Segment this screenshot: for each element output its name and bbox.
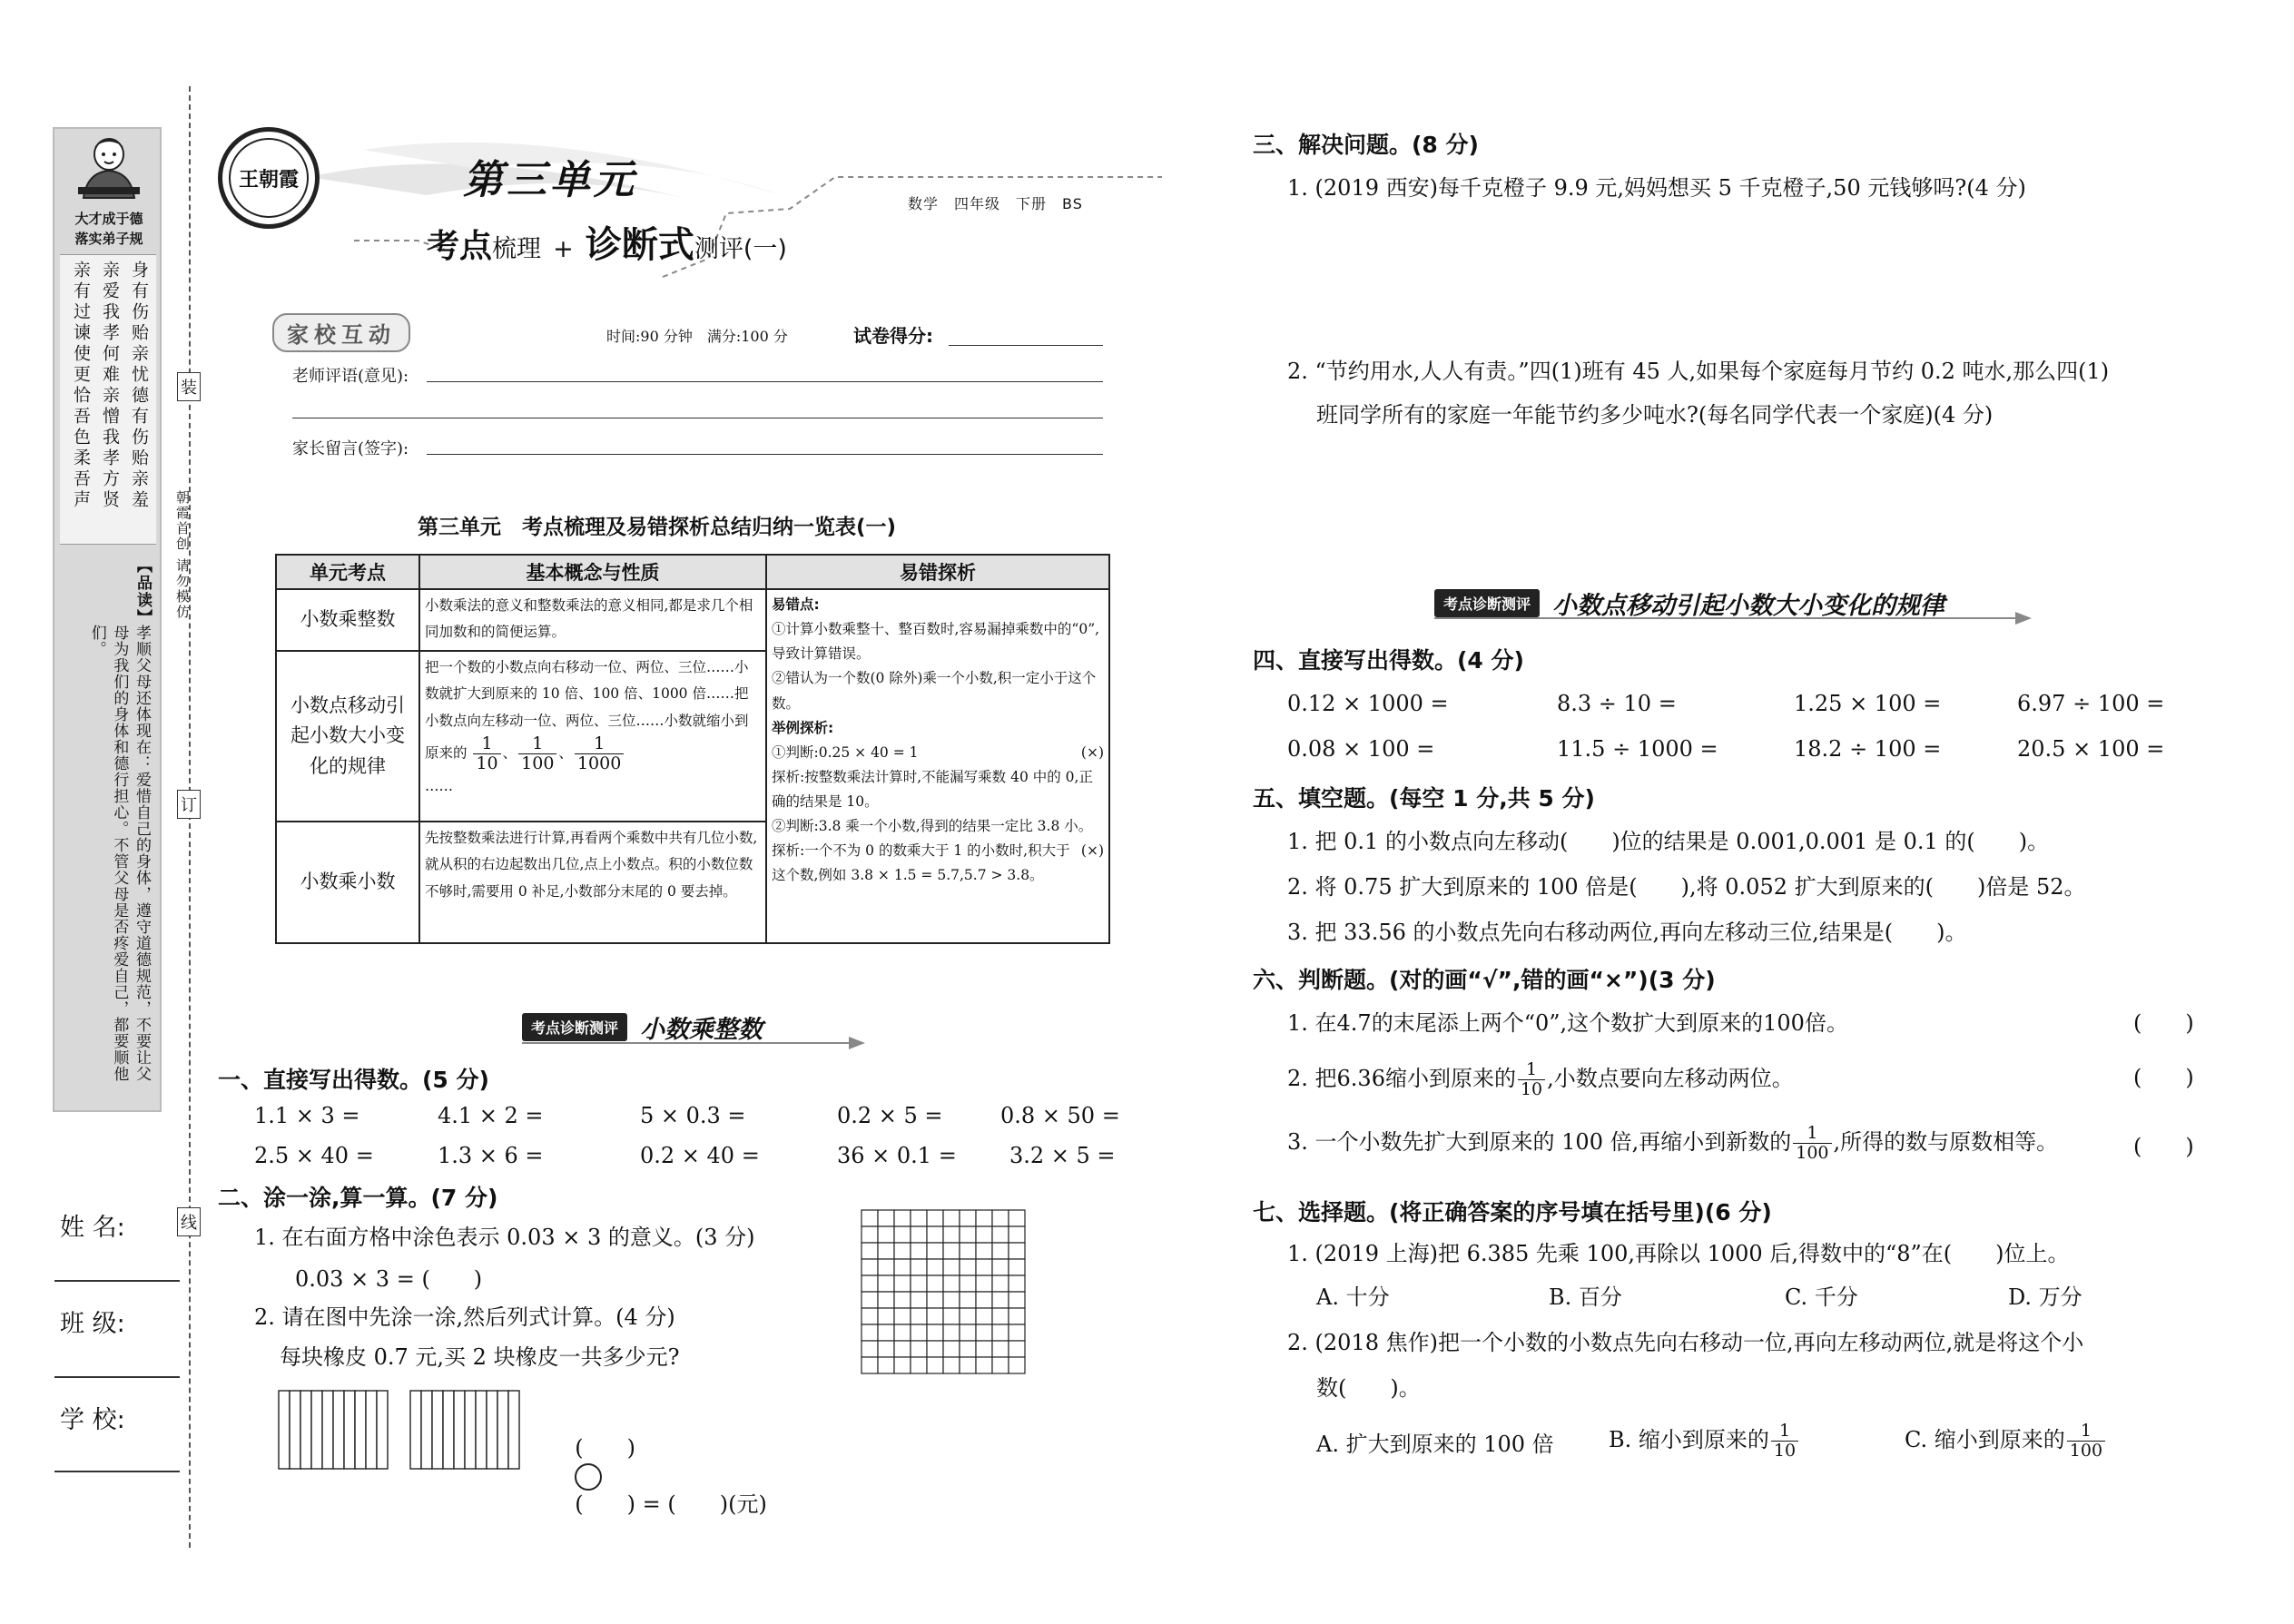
strip-segment[interactable] xyxy=(410,1391,421,1469)
strip-segment[interactable] xyxy=(355,1391,366,1469)
grid-cell[interactable] xyxy=(861,1292,878,1308)
grid-cell[interactable] xyxy=(943,1259,960,1275)
grid-cell[interactable] xyxy=(911,1308,927,1324)
grid-cell[interactable] xyxy=(878,1357,894,1373)
grid-cell[interactable] xyxy=(861,1259,878,1275)
grid-cell[interactable] xyxy=(894,1292,911,1308)
grid-cell[interactable] xyxy=(976,1210,992,1226)
grid-cell[interactable] xyxy=(976,1259,992,1275)
strip-segment[interactable] xyxy=(311,1391,322,1469)
grid-cell[interactable] xyxy=(960,1226,976,1243)
error-label: 易错点: xyxy=(772,596,820,613)
grid-cell[interactable] xyxy=(992,1243,1009,1259)
table-concept-1: 小数乘法的意义和整数乘法的意义相同,都是求几个相同加数和的简便运算。 xyxy=(419,589,766,651)
grid-cell[interactable] xyxy=(927,1292,943,1308)
concept-frac-2: $\frac{1}{100}$ xyxy=(518,734,556,773)
q1-r2-c4: 36 × 0.1 = xyxy=(837,1143,957,1168)
example-label: 举例探析: xyxy=(772,719,834,736)
grid-cell[interactable] xyxy=(976,1243,992,1259)
grid-cell[interactable] xyxy=(911,1357,927,1373)
parent-field[interactable] xyxy=(427,454,1103,455)
banner-right-title: 小数点移动引起小数大小变化的规律 xyxy=(1552,592,1945,620)
copyright-note: 朝霞首创 请勿模仿 xyxy=(174,490,191,620)
q7-1-opt-c[interactable]: C. 千分 xyxy=(1785,1284,1858,1310)
table-header-topic: 单元考点 xyxy=(276,555,419,589)
grid-cell[interactable] xyxy=(960,1292,976,1308)
q7-1: 1. (2019 上海)把 6.385 先乘 100,再除以 1000 后,得数中的“8”在( )位上。 xyxy=(1287,1241,2070,1266)
cut-mark-1: 装 xyxy=(177,372,201,401)
q6-3-frac: $\frac{1}{100}$ xyxy=(1793,1124,1831,1163)
grid-cell[interactable] xyxy=(894,1357,911,1373)
grid-cell[interactable] xyxy=(911,1324,927,1341)
grid-cell[interactable] xyxy=(1009,1292,1025,1308)
q7-2a: 2. (2018 焦作)把一个小数的小数点先向右移动一位,再向左移动两位,就是将这个小 xyxy=(1287,1330,2084,1355)
q7-2-opt-c-text: C. 缩小到原来的 xyxy=(1905,1426,2065,1452)
grid-cell[interactable] xyxy=(894,1210,911,1226)
grid-cell[interactable] xyxy=(911,1210,927,1226)
judge-1 xyxy=(772,741,1104,765)
q1-r2-c3: 0.2 × 40 = xyxy=(640,1143,760,1168)
q1-r1-c5: 0.8 × 50 = xyxy=(1000,1103,1120,1128)
motto-top: 大才成于德 xyxy=(74,211,143,227)
summary-table-title: 第三单元 考点梳理及易错探析总结归纳一览表(一) xyxy=(418,516,897,539)
subtitle xyxy=(427,216,787,268)
judge-2-text: ②判断:3.8 乘一个小数,得到的结果一定比 3.8 小。 xyxy=(772,818,1093,835)
table-header-errors: 易错探析 xyxy=(766,555,1109,589)
analysis-1: 探析:按整数乘法计算时,不能漏写乘数 40 中的 0,正确的结果是 10。 xyxy=(772,768,1093,810)
judge-2 xyxy=(772,814,1104,860)
q7-title: 七、选择题。(将正确答案的序号填在括号里)(6 分) xyxy=(1253,1199,1772,1225)
q5-1: 1. 把 0.1 的小数点向左移动( )位的结果是 0.001,0.001 是 0.1 的( )。 xyxy=(1287,829,2050,854)
q6-2-a: 2. 把6.36缩小到原来的 xyxy=(1287,1065,1516,1091)
q3-2b: 班同学所有的家庭一年能节约多少吨水?(每名同学代表一个家庭)(4 分) xyxy=(1316,402,1994,428)
motto-bottom: 落实弟子规 xyxy=(74,231,143,247)
q7-2-opt-b[interactable] xyxy=(1609,1422,1800,1461)
grid-cell[interactable] xyxy=(861,1210,878,1226)
grid-cell[interactable] xyxy=(1009,1275,1025,1292)
q1-title: 一、直接写出得数。(5 分) xyxy=(218,1067,489,1093)
brand-logo-inner xyxy=(229,138,309,218)
q3-2a: 2. “节约用水,人人有责。”四(1)班有 45 人,如果每个家庭每月节约 0.2 吨水,那么四(1) xyxy=(1287,359,2110,384)
grid-cell[interactable] xyxy=(976,1292,992,1308)
grid-cell[interactable] xyxy=(878,1292,894,1308)
strip-segment[interactable] xyxy=(344,1391,355,1469)
q1-r1-c1: 1.1 × 3 = xyxy=(254,1103,360,1128)
q6-2-frac: $\frac{1}{10}$ xyxy=(1518,1060,1545,1099)
q4-r2-c3: 18.2 ÷ 100 = xyxy=(1794,736,1942,762)
banner-left-tag: 考点诊断测评 xyxy=(522,1013,627,1041)
score-label: 试卷得分: xyxy=(853,325,933,347)
grid-cell[interactable] xyxy=(1009,1210,1025,1226)
grid-cell[interactable] xyxy=(1009,1259,1025,1275)
q1-r1-c3: 5 × 0.3 = xyxy=(640,1103,746,1128)
subtitle-a: 考点 xyxy=(427,228,493,265)
q4-r1-c2: 8.3 ÷ 10 = xyxy=(1557,691,1677,716)
strip-segment[interactable] xyxy=(508,1391,519,1469)
grid-cell[interactable] xyxy=(861,1275,878,1292)
subtitle-c: 诊断式 xyxy=(585,224,694,266)
grid-cell[interactable] xyxy=(976,1308,992,1324)
q7-2-opt-b-frac: $\frac{1}{10}$ xyxy=(1771,1422,1798,1461)
grid-cell[interactable] xyxy=(927,1259,943,1275)
q2-1-eq: 0.03 × 3 = ( ) xyxy=(295,1266,483,1292)
q1-r2-c2: 1.3 × 6 = xyxy=(438,1143,544,1168)
q4-r1-c4: 6.97 ÷ 100 = xyxy=(2017,691,2165,716)
grid-cell[interactable] xyxy=(976,1275,992,1292)
error-point-1: ①计算小数乘整十、整百数时,容易漏掉乘数中的“0”,导致计算错误。 xyxy=(772,621,1100,663)
grid-cell[interactable] xyxy=(943,1357,960,1373)
grid-cell[interactable] xyxy=(960,1324,976,1341)
grid-cell[interactable] xyxy=(943,1292,960,1308)
q1-r2-c1: 2.5 × 40 = xyxy=(254,1143,374,1168)
grid-cell[interactable] xyxy=(992,1357,1009,1373)
grid-cell[interactable] xyxy=(894,1341,911,1357)
q7-2-opt-c-frac: $\frac{1}{100}$ xyxy=(2067,1422,2105,1461)
grid-cell[interactable] xyxy=(992,1259,1009,1275)
grid-cell[interactable] xyxy=(1009,1324,1025,1341)
grid-cell[interactable] xyxy=(878,1341,894,1357)
q5-3: 3. 把 33.56 的小数点先向右移动两位,再向左移动三位,结果是( )。 xyxy=(1287,920,1967,945)
grid-cell[interactable] xyxy=(878,1324,894,1341)
concept-frac-1: $\frac{1}{10}$ xyxy=(473,734,500,773)
grid-cell[interactable] xyxy=(992,1341,1009,1357)
grid-cell[interactable] xyxy=(943,1324,960,1341)
grid-cell[interactable] xyxy=(976,1324,992,1341)
strip-segment[interactable] xyxy=(279,1391,290,1469)
q2-title: 二、涂一涂,算一算。(7 分) xyxy=(218,1185,498,1211)
q7-2b: 数( )。 xyxy=(1316,1375,1421,1401)
q4-r2-c2: 11.5 ÷ 1000 = xyxy=(1557,736,1718,762)
banner-right-tag: 考点诊断测评 xyxy=(1434,589,1540,617)
judge-1-mark: (×) xyxy=(1080,743,1104,761)
q6-3 xyxy=(1287,1124,2058,1163)
q1-r1-c2: 4.1 × 2 = xyxy=(438,1103,544,1128)
q6-1: 1. 在4.7的末尾添上两个“0”,这个数扩大到原来的100倍。 xyxy=(1287,1010,1848,1036)
q7-1-opt-b[interactable]: B. 百分 xyxy=(1549,1284,1622,1310)
school-label: 学 校: xyxy=(60,1406,125,1434)
grid-cell[interactable] xyxy=(976,1226,992,1243)
grid-cell[interactable] xyxy=(878,1275,894,1292)
grid-cell[interactable] xyxy=(861,1324,878,1341)
grid-cell[interactable] xyxy=(911,1226,927,1243)
grid-cell[interactable] xyxy=(943,1210,960,1226)
strip-segment[interactable] xyxy=(465,1391,476,1469)
grid-cell[interactable] xyxy=(960,1357,976,1373)
grid-cell[interactable] xyxy=(911,1275,927,1292)
grid-cell[interactable] xyxy=(943,1275,960,1292)
q4-title: 四、直接写出得数。(4 分) xyxy=(1253,647,1524,674)
grid-cell[interactable] xyxy=(861,1341,878,1357)
analysis-2: 探析:一个不为 0 的数乘大于 1 的小数时,积大于这个数,例如 3.8 × 1.5 = 5.7,5.7 > 3.8。 xyxy=(772,842,1070,884)
q7-2-opt-b-text: B. 缩小到原来的 xyxy=(1609,1426,1769,1452)
school-field[interactable] xyxy=(54,1471,180,1472)
brand-logo xyxy=(218,127,320,229)
banner-left-arrow-icon xyxy=(522,1035,867,1051)
poem-box xyxy=(60,254,156,545)
grid-cell[interactable] xyxy=(894,1259,911,1275)
strip-segment[interactable] xyxy=(421,1391,432,1469)
grid-cell[interactable] xyxy=(861,1226,878,1243)
table-topic-3: 小数乘小数 xyxy=(276,822,419,943)
hundred-grid[interactable] xyxy=(859,1207,1028,1376)
judge-2-mark: (×) xyxy=(1080,842,1104,860)
reading-box xyxy=(60,554,156,1103)
formula-blank-a[interactable]: ( ) xyxy=(575,1435,635,1461)
q2-1: 1. 在右面方格中涂色表示 0.03 × 3 的意义。(3 分) xyxy=(254,1225,755,1250)
grid-cell[interactable] xyxy=(911,1341,927,1357)
q3-title: 三、解决问题。(8 分) xyxy=(1253,132,1479,158)
q5-title: 五、填空题。(每空 1 分,共 5 分) xyxy=(1253,785,1595,812)
strip-segment[interactable] xyxy=(366,1391,377,1469)
grid-cell[interactable] xyxy=(878,1308,894,1324)
concept-2-text: 把一个数的小数点向右移动一位、两位、三位……小数就扩大到原来的 10 倍、100 倍、1000 倍……把小数点向左移动一位、两位、三位……小数就缩小到原来的 xyxy=(425,659,749,762)
q7-1-opt-a[interactable]: A. 十分 xyxy=(1316,1284,1390,1310)
strip-segment[interactable] xyxy=(300,1391,311,1469)
q6-title: 六、判断题。(对的画“√”,错的画“×”)(3 分) xyxy=(1253,967,1716,993)
concept-2-tail: …… xyxy=(425,778,453,795)
grade-info: 数学 四年级 下册 BS xyxy=(908,195,1083,212)
time-score: 时间:90 分钟 满分:100 分 xyxy=(606,328,788,345)
q7-1-opt-d[interactable]: D. 万分 xyxy=(2008,1284,2082,1310)
grid-cell[interactable] xyxy=(960,1210,976,1226)
operator-circle-icon[interactable] xyxy=(575,1463,602,1491)
q6-2-paren[interactable]: ( ) xyxy=(2133,1065,2194,1090)
grid-cell[interactable] xyxy=(927,1308,943,1324)
grid-cell[interactable] xyxy=(992,1226,1009,1243)
table-concept-2: 把一个数的小数点向右移动一位、两位、三位……小数就扩大到原来的 10 倍、100 倍、1000 倍……把小数点向左移动一位、两位、三位……小数就缩小到原来的 $\frac{1}{10}$ 、 $\frac{1}{100}$ 、 $\frac{1}{1000}$ …… xyxy=(419,651,766,822)
grid-cell[interactable] xyxy=(894,1243,911,1259)
grid-cell[interactable] xyxy=(960,1259,976,1275)
subtitle-plus: + xyxy=(553,235,574,263)
grid-cell[interactable] xyxy=(943,1308,960,1324)
eraser-strip-2[interactable] xyxy=(409,1389,521,1471)
grid-cell[interactable] xyxy=(861,1357,878,1373)
grid-cell[interactable] xyxy=(943,1226,960,1243)
table-concept-3: 先按整数乘法进行计算,再看两个乘数中共有几位小数,就从积的右边起数出几位,点上小数点。积的小数位数不够时,需要用 0 补足,小数部分末尾的 0 要去掉。 xyxy=(419,822,766,943)
child-illustration-icon xyxy=(74,134,143,205)
eraser-strip-1[interactable] xyxy=(277,1389,389,1471)
concept-frac-3: $\frac{1}{1000}$ xyxy=(575,734,624,773)
q4-r2-c1: 0.08 × 100 = xyxy=(1287,736,1435,762)
grid-cell[interactable] xyxy=(943,1243,960,1259)
strip-segment[interactable] xyxy=(497,1391,508,1469)
parent-label: 家长留言(签字): xyxy=(292,439,409,458)
grid-cell[interactable] xyxy=(976,1341,992,1357)
q5-2: 2. 将 0.75 扩大到原来的 100 倍是( ),将 0.052 扩大到原来的( )倍是 52。 xyxy=(1287,874,2086,900)
q6-3-b: ,所得的数与原数相等。 xyxy=(1833,1128,2059,1155)
name-label: 姓 名: xyxy=(60,1214,125,1242)
grid-cell[interactable] xyxy=(1009,1357,1025,1373)
table-header-concept: 基本概念与性质 xyxy=(419,555,766,589)
grid-cell[interactable] xyxy=(927,1243,943,1259)
strip-segment[interactable] xyxy=(377,1391,388,1469)
grid-cell[interactable] xyxy=(911,1292,927,1308)
poem-col-2: 亲爱我孝何难亲憎我孝方贤 xyxy=(100,261,120,511)
grid-cell[interactable] xyxy=(992,1210,1009,1226)
summary-table xyxy=(275,554,1110,944)
strip-segment[interactable] xyxy=(443,1391,454,1469)
strip-segment[interactable] xyxy=(432,1391,443,1469)
strip-segment[interactable] xyxy=(290,1391,300,1469)
q6-2-b: ,小数点要向左移动两位。 xyxy=(1547,1065,1794,1091)
grid-cell[interactable] xyxy=(861,1243,878,1259)
name-field[interactable] xyxy=(54,1280,180,1282)
grid-cell[interactable] xyxy=(927,1275,943,1292)
q6-3-a: 3. 一个小数先扩大到原来的 100 倍,再缩小到新数的 xyxy=(1287,1128,1792,1155)
strip-segment[interactable] xyxy=(322,1391,333,1469)
q2-2-formula xyxy=(561,1407,767,1518)
poem-col-1: 身有伤贻亲忧德有伤贻亲羞 xyxy=(129,261,149,511)
grid-cell[interactable] xyxy=(992,1324,1009,1341)
grid-cell[interactable] xyxy=(927,1210,943,1226)
score-field[interactable] xyxy=(949,345,1103,346)
banner-right-arrow-icon xyxy=(1434,610,2033,626)
grid-cell[interactable] xyxy=(911,1259,927,1275)
grid-cell[interactable] xyxy=(1009,1341,1025,1357)
reading-label: 【品读】 xyxy=(133,557,152,626)
grid-cell[interactable] xyxy=(927,1226,943,1243)
subtitle-b: 梳理 xyxy=(492,235,542,263)
table-topic-1: 小数乘整数 xyxy=(276,589,419,651)
grid-cell[interactable] xyxy=(894,1275,911,1292)
grid-cell[interactable] xyxy=(960,1243,976,1259)
grid-cell[interactable] xyxy=(894,1308,911,1324)
reading-text: 孝顺父母还体现在：爱惜自己的身体，遵守道德规范，不要让父母为我们的身体和德行担心。不管父母是否疼爱自己，都要顺他们。 xyxy=(87,625,151,1082)
grid-cell[interactable] xyxy=(911,1243,927,1259)
grid-cell[interactable] xyxy=(992,1275,1009,1292)
grid-cell[interactable] xyxy=(878,1259,894,1275)
sidebar-panel xyxy=(53,127,162,1112)
cut-mark-3: 线 xyxy=(177,1207,201,1236)
grid-cell[interactable] xyxy=(878,1226,894,1243)
grid-cell[interactable] xyxy=(1009,1243,1025,1259)
subtitle-d: 测评(一) xyxy=(694,235,787,263)
judge-1-text: ①判断:0.25 × 40 = 1 xyxy=(772,743,919,761)
teacher-label: 老师评语(意见): xyxy=(292,367,409,386)
formula-blank-b[interactable]: ( ) = ( )(元) xyxy=(575,1491,767,1517)
grid-cell[interactable] xyxy=(992,1292,1009,1308)
grid-cell[interactable] xyxy=(861,1308,878,1324)
strip-segment[interactable] xyxy=(476,1391,487,1469)
strip-segment[interactable] xyxy=(333,1391,344,1469)
table-errors-cell xyxy=(766,589,1109,943)
q2-2: 2. 请在图中先涂一涂,然后列式计算。(4 分) xyxy=(254,1304,675,1330)
grid-cell[interactable] xyxy=(927,1357,943,1373)
error-point-2: ②错认为一个数(0 除外)乘一个小数,积一定小于这个数。 xyxy=(772,670,1097,712)
grid-cell[interactable] xyxy=(894,1324,911,1341)
grid-cell[interactable] xyxy=(1009,1226,1025,1243)
q6-3-paren[interactable]: ( ) xyxy=(2133,1134,2194,1159)
grid-cell[interactable] xyxy=(1009,1308,1025,1324)
brand-name: 王朝霞 xyxy=(238,167,299,192)
interact-badge: 家校互动 xyxy=(272,313,410,352)
unit-title: 第三单元 xyxy=(463,157,637,203)
grid-cell[interactable] xyxy=(992,1308,1009,1324)
strip-segment[interactable] xyxy=(487,1391,497,1469)
grid-cell[interactable] xyxy=(878,1243,894,1259)
grid-cell[interactable] xyxy=(927,1324,943,1341)
q4-r1-c1: 0.12 × 1000 = xyxy=(1287,691,1449,716)
q6-2 xyxy=(1287,1060,1794,1099)
poem-col-3: 亲有过谏使更恰吾色柔吾声 xyxy=(71,261,91,511)
q7-2-opt-c[interactable] xyxy=(1905,1422,2107,1461)
q1-r1-c4: 0.2 × 5 = xyxy=(837,1103,943,1128)
cut-mark-2: 订 xyxy=(177,790,201,819)
teacher-field-1[interactable] xyxy=(427,381,1103,382)
strip-segment[interactable] xyxy=(454,1391,465,1469)
grid-cell[interactable] xyxy=(960,1308,976,1324)
grid-cell[interactable] xyxy=(943,1341,960,1357)
q3-1: 1. (2019 西安)每千克橙子 9.9 元,妈妈想买 5 千克橙子,50 元钱够吗?(4 分) xyxy=(1287,175,2026,201)
grid-cell[interactable] xyxy=(976,1357,992,1373)
q4-r2-c4: 20.5 × 100 = xyxy=(2017,736,2165,762)
class-field[interactable] xyxy=(54,1376,180,1378)
q4-r1-c3: 1.25 × 100 = xyxy=(1794,691,1942,716)
grid-cell[interactable] xyxy=(960,1341,976,1357)
banner-left-title: 小数乘整数 xyxy=(640,1016,763,1044)
q1-r2-c5: 3.2 × 5 = xyxy=(1009,1143,1116,1168)
q7-2-opt-a[interactable]: A. 扩大到原来的 100 倍 xyxy=(1316,1432,1554,1457)
grid-cell[interactable] xyxy=(927,1341,943,1357)
grid-cell[interactable] xyxy=(878,1210,894,1226)
table-topic-2: 小数点移动引起小数大小变化的规律 xyxy=(276,651,419,822)
class-label: 班 级: xyxy=(60,1310,125,1338)
q6-1-paren[interactable]: ( ) xyxy=(2133,1010,2194,1036)
grid-cell[interactable] xyxy=(894,1226,911,1243)
grid-cell[interactable] xyxy=(960,1275,976,1292)
q2-2-text: 每块橡皮 0.7 元,买 2 块橡皮一共多少元? xyxy=(280,1344,680,1370)
